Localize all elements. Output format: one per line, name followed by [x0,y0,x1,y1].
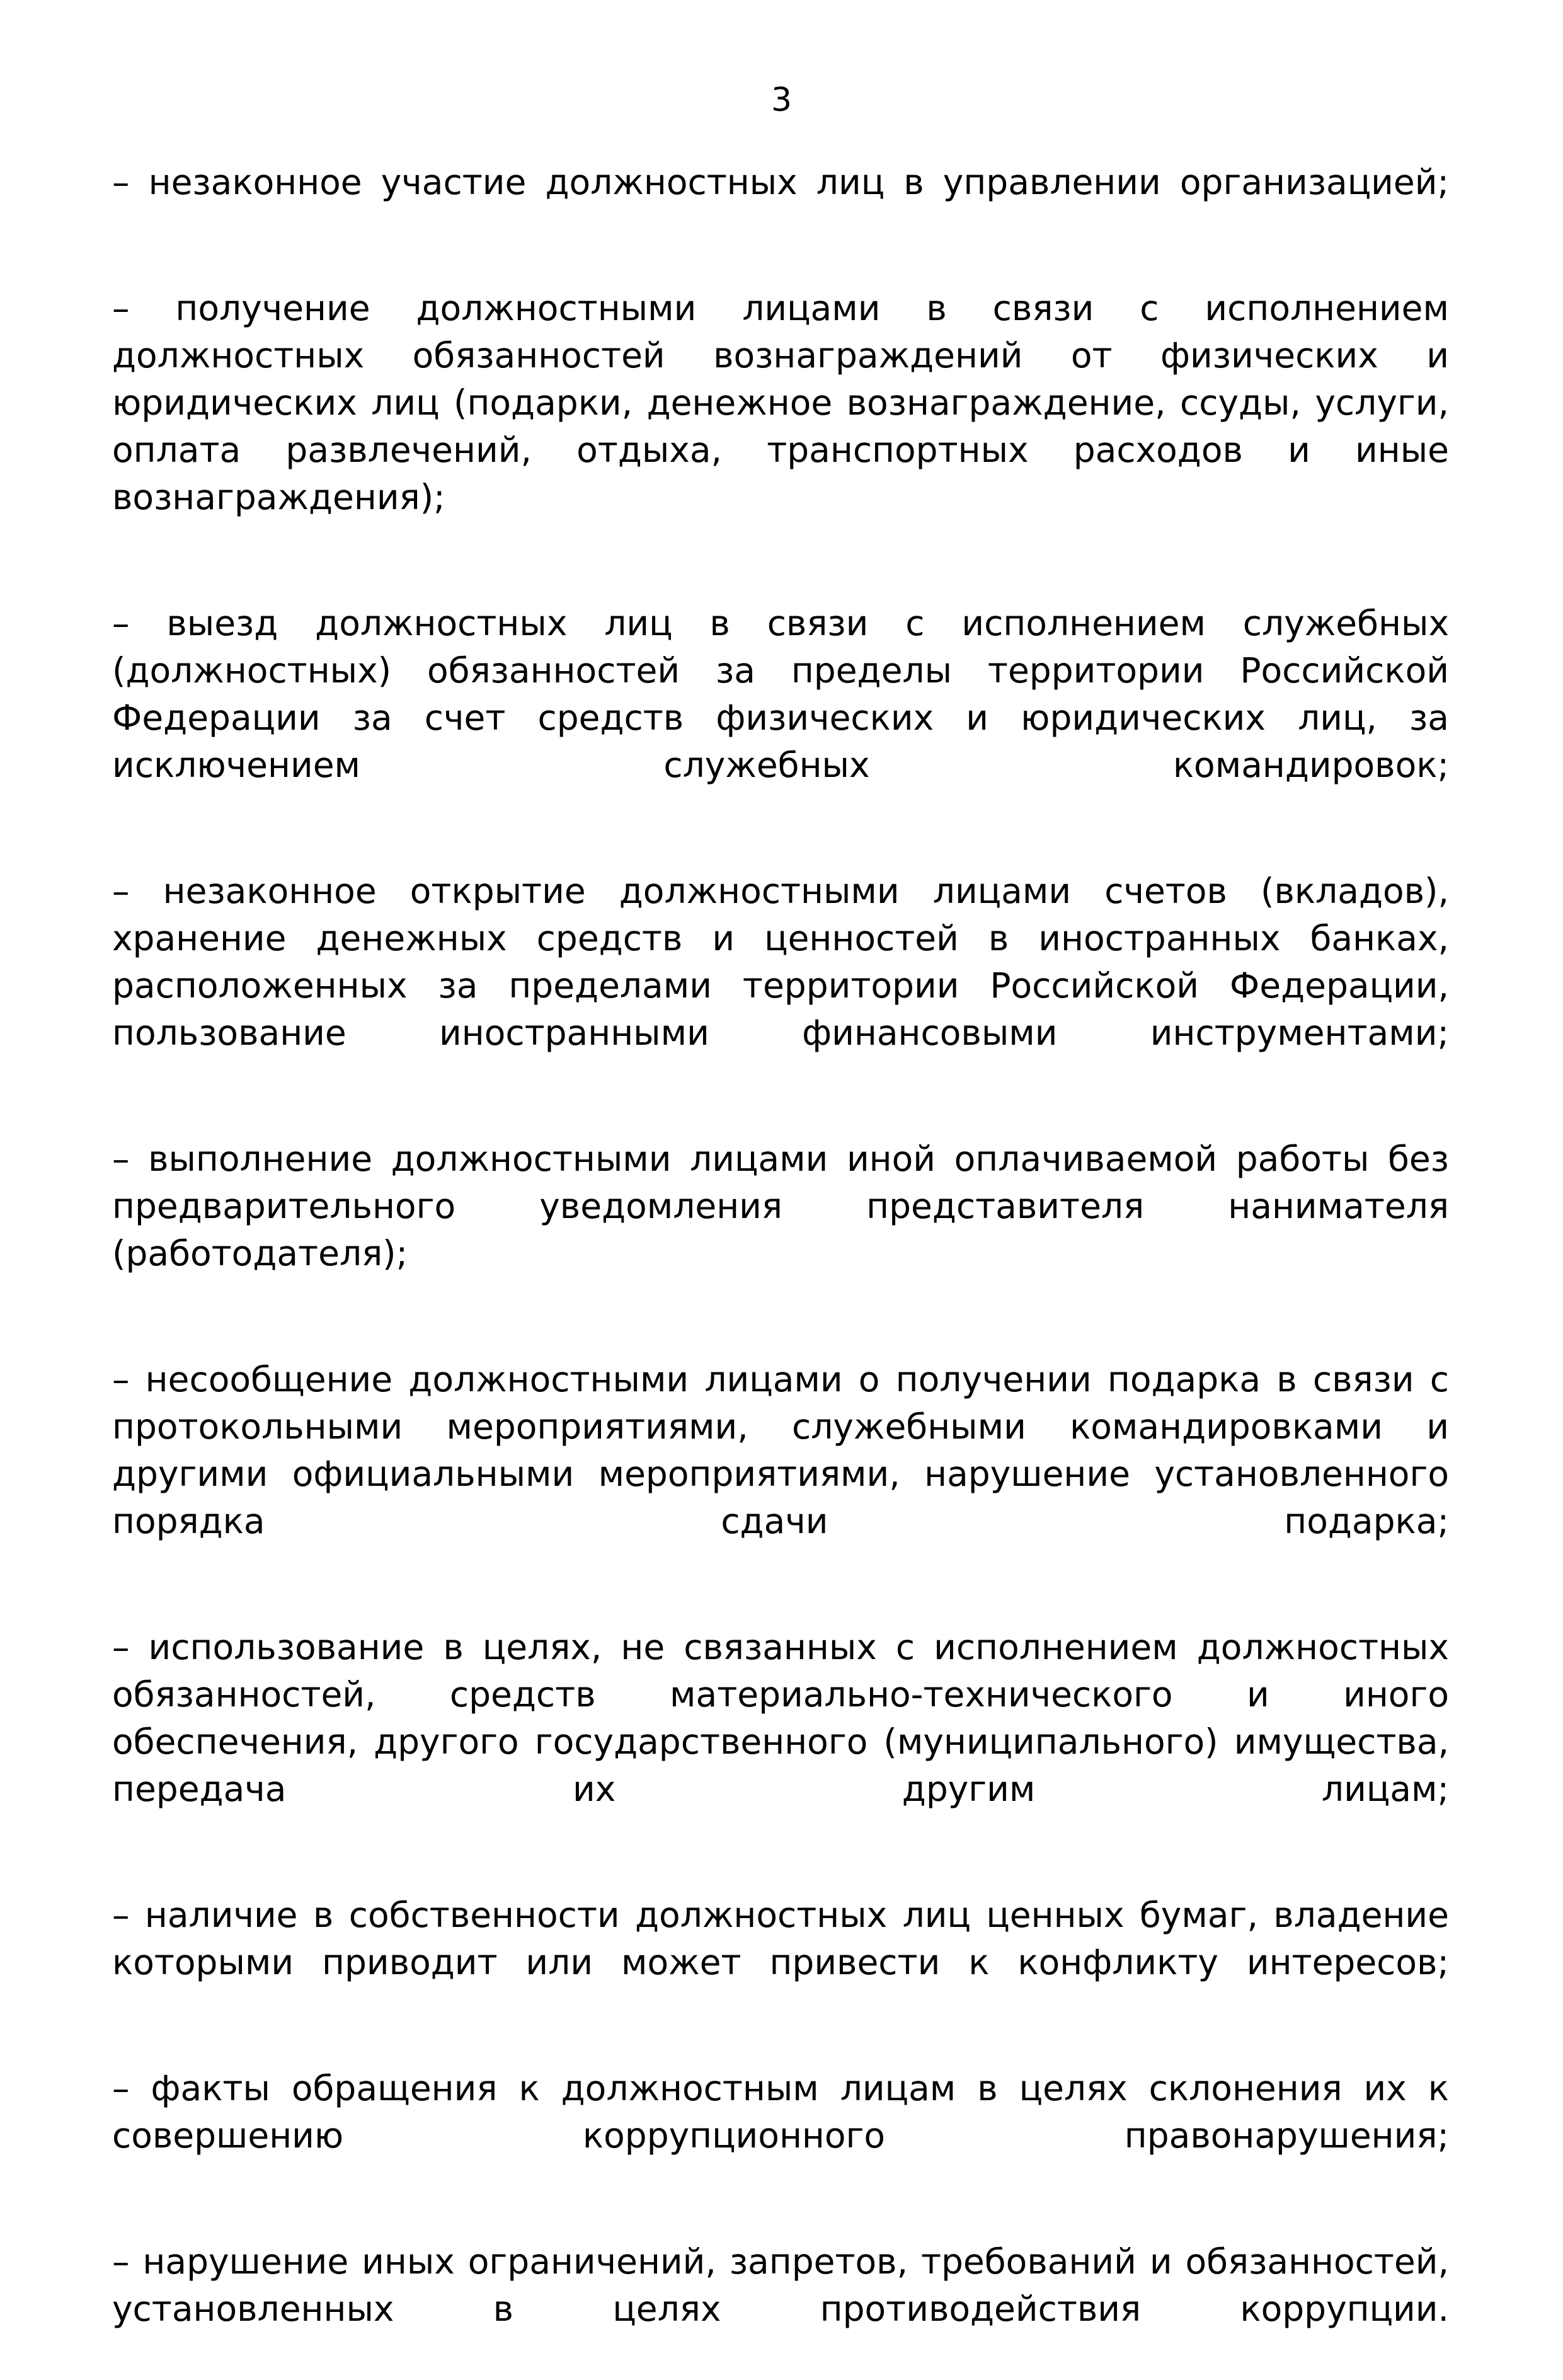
page-number: 3 [770,81,793,119]
list-item: – незаконное открытие должностными лицами счетов (вкладов), хранение денежных средств и ценностей в иностранных банках, расположенных за пределами территории Российской Федерации, пользование иностранными финансовыми инструментами; [112,871,1449,1053]
body-text-block [112,159,1449,2380]
list-item: – выполнение должностными лицами иной оплачиваемой работы без предварительного уведомления представителя нанимателя (работодателя); [112,1139,1449,1273]
list-item: – наличие в собственности должностных лиц ценных бумаг, владение которыми приводит или может привести к конфликту интересов; [112,1895,1449,1982]
list-item: – нарушение иных ограничений, запретов, требований и обязанностей, установленных в целях противодействия коррупции. [112,2241,1449,2329]
list-item: – выезд должностных лиц в связи с исполнением служебных (должностных) обязанностей за пределы территории Российской Федерации за счет средств физических и юридических лиц, за исключением служебных командировок; [112,603,1449,785]
list-item: – несообщение должностными лицами о получении подарка в связи с протокольными мероприятиями, служебными командировками и другими официальными мероприятиями, нарушение установленного порядка сдачи подарка; [112,1359,1449,1541]
list-item: – незаконное участие должностных лиц в управлении организацией; [112,162,1449,202]
list-item: – использование в целях, не связанных с исполнением должностных обязанностей, средств материально-технического и иного обеспечения, другого государственного (муниципального) имущества, передача их другим лицам; [112,1627,1449,1809]
list-item: – факты обращения к должностным лицам в целях склонения их к совершению коррупционного правонарушения; [112,2068,1449,2156]
list-item: – получение должностными лицами в связи с исполнением должностных обязанностей вознаграждений от физических и юридических лиц (подарки, денежное вознаграждение, ссуды, услуги, оплата развлечений, отдыха, транспортных расходов и иные вознаграждения); [112,288,1449,517]
